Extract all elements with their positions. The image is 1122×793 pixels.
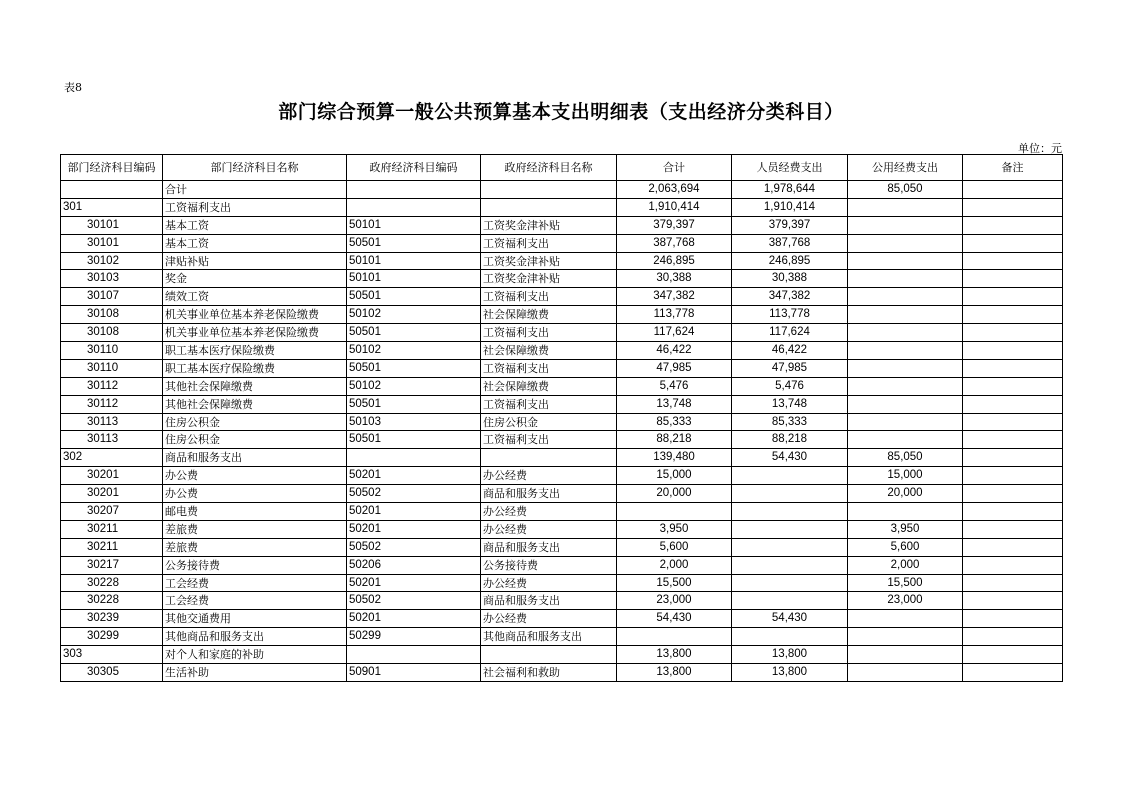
cell-note [963,520,1063,538]
cell-dept-code: 30305 [61,664,163,682]
cell-dept-name: 基本工资 [163,234,347,252]
cell-dept-name: 办公费 [163,485,347,503]
cell-public [848,342,963,360]
cell-public [848,288,963,306]
cell-note [963,503,1063,521]
cell-note [963,324,1063,342]
cell-public [848,646,963,664]
cell-dept-name: 奖金 [163,270,347,288]
cell-dept-name: 职工基本医疗保险缴费 [163,342,347,360]
table-row [61,610,1063,628]
cell-gov-name: 工资奖金津补贴 [481,252,617,270]
cell-gov-code: 50102 [347,342,481,360]
table-row [61,288,1063,306]
cell-dept-name: 其他社会保障缴费 [163,377,347,395]
header-gov-name: 政府经济科目名称 [481,155,617,181]
cell-personnel: 13,800 [732,646,848,664]
cell-note [963,485,1063,503]
cell-gov-code: 50901 [347,664,481,682]
cell-gov-code: 50501 [347,324,481,342]
cell-dept-name: 工会经费 [163,592,347,610]
cell-public [848,306,963,324]
table-row [61,431,1063,449]
cell-dept-code: 30113 [61,413,163,431]
cell-gov-name: 社会保障缴费 [481,377,617,395]
cell-note [963,628,1063,646]
cell-gov-name [481,646,617,664]
cell-dept-code: 301 [61,198,163,216]
cell-total: 113,778 [617,306,732,324]
cell-dept-name: 办公费 [163,467,347,485]
cell-total: 246,895 [617,252,732,270]
cell-total: 2,063,694 [617,181,732,199]
cell-dept-code: 30112 [61,395,163,413]
cell-public [848,234,963,252]
cell-dept-code: 30201 [61,485,163,503]
cell-gov-code: 50502 [347,485,481,503]
cell-dept-code: 30103 [61,270,163,288]
cell-dept-name: 其他交通费用 [163,610,347,628]
cell-dept-code: 30110 [61,342,163,360]
cell-total [617,628,732,646]
cell-gov-name: 工资奖金津补贴 [481,270,617,288]
table-row [61,270,1063,288]
cell-dept-code: 30217 [61,556,163,574]
cell-gov-name: 社会保障缴费 [481,306,617,324]
cell-public [848,610,963,628]
table-row [61,538,1063,556]
cell-public [848,395,963,413]
cell-dept-name: 公务接待费 [163,556,347,574]
cell-personnel [732,556,848,574]
cell-gov-name [481,181,617,199]
cell-dept-name: 差旅费 [163,538,347,556]
cell-dept-name: 其他商品和服务支出 [163,628,347,646]
cell-dept-name: 工资福利支出 [163,198,347,216]
cell-total: 139,480 [617,449,732,467]
cell-public: 3,950 [848,520,963,538]
cell-gov-code: 50201 [347,610,481,628]
cell-gov-name: 工资福利支出 [481,395,617,413]
cell-personnel [732,574,848,592]
cell-dept-name: 其他社会保障缴费 [163,395,347,413]
cell-gov-code: 50206 [347,556,481,574]
cell-public [848,628,963,646]
cell-gov-name [481,198,617,216]
cell-total: 15,000 [617,467,732,485]
cell-public: 85,050 [848,181,963,199]
cell-dept-code: 30102 [61,252,163,270]
table-row [61,503,1063,521]
cell-personnel: 387,768 [732,234,848,252]
cell-dept-name: 邮电费 [163,503,347,521]
table-row [61,234,1063,252]
cell-gov-code: 50103 [347,413,481,431]
table-row [61,646,1063,664]
cell-note [963,216,1063,234]
cell-personnel: 379,397 [732,216,848,234]
cell-dept-name: 生活补助 [163,664,347,682]
cell-note [963,342,1063,360]
table-row [61,359,1063,377]
cell-public: 15,500 [848,574,963,592]
cell-public [848,252,963,270]
cell-gov-code: 50102 [347,306,481,324]
table-row [61,449,1063,467]
cell-gov-code [347,198,481,216]
cell-dept-code: 30299 [61,628,163,646]
cell-personnel: 347,382 [732,288,848,306]
cell-gov-code: 50501 [347,395,481,413]
header-note: 备注 [963,155,1063,181]
cell-gov-name: 工资福利支出 [481,431,617,449]
cell-total: 46,422 [617,342,732,360]
cell-note [963,270,1063,288]
table-row [61,574,1063,592]
cell-gov-name: 办公经费 [481,503,617,521]
cell-personnel: 85,333 [732,413,848,431]
cell-personnel: 1,910,414 [732,198,848,216]
table-row [61,342,1063,360]
cell-public [848,431,963,449]
cell-gov-name: 工资奖金津补贴 [481,216,617,234]
cell-total: 5,600 [617,538,732,556]
cell-note [963,198,1063,216]
header-personnel: 人员经费支出 [732,155,848,181]
cell-public [848,377,963,395]
cell-dept-name: 绩效工资 [163,288,347,306]
cell-gov-code: 50501 [347,234,481,252]
cell-gov-name: 商品和服务支出 [481,592,617,610]
table-row [61,664,1063,682]
cell-note [963,467,1063,485]
cell-gov-name: 商品和服务支出 [481,538,617,556]
cell-note [963,538,1063,556]
cell-dept-code: 30101 [61,216,163,234]
cell-public: 20,000 [848,485,963,503]
cell-public: 5,600 [848,538,963,556]
cell-note [963,592,1063,610]
cell-gov-code: 50502 [347,592,481,610]
cell-personnel [732,503,848,521]
cell-note [963,413,1063,431]
cell-dept-name: 津贴补贴 [163,252,347,270]
cell-public [848,413,963,431]
cell-personnel: 46,422 [732,342,848,360]
cell-personnel: 1,978,644 [732,181,848,199]
cell-dept-name: 差旅费 [163,520,347,538]
cell-total: 30,388 [617,270,732,288]
cell-public [848,270,963,288]
cell-total: 15,500 [617,574,732,592]
table-row [61,467,1063,485]
cell-gov-name: 工资福利支出 [481,234,617,252]
cell-note [963,377,1063,395]
cell-total: 23,000 [617,592,732,610]
cell-note [963,252,1063,270]
table-row [61,413,1063,431]
cell-dept-code: 30211 [61,520,163,538]
cell-gov-code: 50501 [347,359,481,377]
cell-note [963,610,1063,628]
cell-dept-name: 住房公积金 [163,431,347,449]
cell-gov-code: 50101 [347,252,481,270]
cell-total: 85,333 [617,413,732,431]
cell-gov-code: 50201 [347,520,481,538]
cell-dept-code: 30112 [61,377,163,395]
cell-dept-name: 基本工资 [163,216,347,234]
cell-gov-name: 工资福利支出 [481,359,617,377]
cell-dept-code: 30101 [61,234,163,252]
cell-dept-name: 职工基本医疗保险缴费 [163,359,347,377]
cell-personnel: 88,218 [732,431,848,449]
cell-gov-code: 50299 [347,628,481,646]
cell-total: 5,476 [617,377,732,395]
cell-total: 47,985 [617,359,732,377]
cell-note [963,646,1063,664]
cell-dept-code: 30113 [61,431,163,449]
cell-dept-name: 工会经费 [163,574,347,592]
cell-note [963,449,1063,467]
table-header-row [61,155,1063,181]
cell-public [848,359,963,377]
cell-dept-code: 30107 [61,288,163,306]
cell-total: 13,800 [617,646,732,664]
cell-personnel: 5,476 [732,377,848,395]
cell-gov-name: 其他商品和服务支出 [481,628,617,646]
cell-note [963,359,1063,377]
cell-gov-code: 50502 [347,538,481,556]
cell-total: 13,748 [617,395,732,413]
cell-public [848,503,963,521]
cell-note [963,574,1063,592]
table-number: 表8 [64,81,82,94]
cell-note [963,288,1063,306]
cell-gov-name: 办公经费 [481,574,617,592]
cell-gov-code: 50201 [347,503,481,521]
cell-personnel: 30,388 [732,270,848,288]
cell-dept-code: 303 [61,646,163,664]
cell-dept-code [61,181,163,199]
cell-total: 13,800 [617,664,732,682]
cell-gov-name: 办公经费 [481,520,617,538]
table-body [61,181,1063,682]
cell-total: 88,218 [617,431,732,449]
table-row [61,306,1063,324]
table-row [61,628,1063,646]
cell-gov-name: 办公经费 [481,467,617,485]
cell-personnel: 47,985 [732,359,848,377]
cell-note [963,556,1063,574]
table-row [61,592,1063,610]
cell-total [617,503,732,521]
cell-personnel [732,467,848,485]
budget-detail-table [60,154,1063,682]
cell-gov-name: 工资福利支出 [481,324,617,342]
cell-gov-name: 工资福利支出 [481,288,617,306]
header-dept-name: 部门经济科目名称 [163,155,347,181]
cell-public: 15,000 [848,467,963,485]
cell-gov-code: 50501 [347,431,481,449]
cell-gov-code [347,181,481,199]
cell-gov-code [347,449,481,467]
document-title: 部门综合预算一般公共预算基本支出明细表（支出经济分类科目） [278,101,844,123]
table-row [61,181,1063,199]
cell-personnel: 246,895 [732,252,848,270]
cell-dept-code: 30108 [61,324,163,342]
cell-gov-code: 50101 [347,216,481,234]
cell-gov-code: 50201 [347,467,481,485]
unit-label: 单位：元 [1018,142,1062,155]
cell-note [963,306,1063,324]
cell-note [963,234,1063,252]
cell-dept-name: 商品和服务支出 [163,449,347,467]
cell-personnel: 117,624 [732,324,848,342]
header-public: 公用经费支出 [848,155,963,181]
cell-total: 387,768 [617,234,732,252]
cell-total: 54,430 [617,610,732,628]
cell-dept-code: 30110 [61,359,163,377]
cell-total: 2,000 [617,556,732,574]
cell-gov-name: 办公经费 [481,610,617,628]
cell-dept-code: 30207 [61,503,163,521]
cell-total: 3,950 [617,520,732,538]
cell-gov-name [481,449,617,467]
cell-dept-code: 30201 [61,467,163,485]
table-row [61,485,1063,503]
cell-public [848,324,963,342]
cell-public: 23,000 [848,592,963,610]
cell-gov-code: 50501 [347,288,481,306]
cell-dept-code: 30239 [61,610,163,628]
cell-personnel [732,628,848,646]
cell-personnel: 13,800 [732,664,848,682]
header-total: 合计 [617,155,732,181]
cell-public [848,664,963,682]
cell-dept-name: 机关事业单位基本养老保险缴费 [163,306,347,324]
cell-gov-code [347,646,481,664]
table-row [61,252,1063,270]
cell-personnel: 113,778 [732,306,848,324]
cell-public: 85,050 [848,449,963,467]
cell-gov-code: 50102 [347,377,481,395]
cell-gov-code: 50101 [347,270,481,288]
cell-total: 20,000 [617,485,732,503]
cell-gov-code: 50201 [347,574,481,592]
cell-note [963,664,1063,682]
cell-dept-code: 30228 [61,592,163,610]
cell-dept-name: 对个人和家庭的补助 [163,646,347,664]
cell-personnel [732,485,848,503]
cell-dept-name: 住房公积金 [163,413,347,431]
table-row [61,216,1063,234]
cell-total: 379,397 [617,216,732,234]
cell-dept-code: 30108 [61,306,163,324]
table-row [61,520,1063,538]
cell-gov-name: 社会福利和救助 [481,664,617,682]
cell-note [963,431,1063,449]
cell-personnel [732,592,848,610]
table-row [61,556,1063,574]
header-dept-code: 部门经济科目编码 [61,155,163,181]
cell-personnel [732,520,848,538]
cell-personnel [732,538,848,556]
cell-gov-name: 住房公积金 [481,413,617,431]
header-gov-code: 政府经济科目编码 [347,155,481,181]
cell-total: 1,910,414 [617,198,732,216]
cell-public: 2,000 [848,556,963,574]
cell-personnel: 13,748 [732,395,848,413]
cell-gov-name: 商品和服务支出 [481,485,617,503]
cell-dept-code: 302 [61,449,163,467]
table-row [61,377,1063,395]
cell-total: 117,624 [617,324,732,342]
cell-personnel: 54,430 [732,449,848,467]
cell-gov-name: 社会保障缴费 [481,342,617,360]
cell-dept-name: 机关事业单位基本养老保险缴费 [163,324,347,342]
cell-public [848,216,963,234]
cell-personnel: 54,430 [732,610,848,628]
cell-dept-code: 30211 [61,538,163,556]
cell-gov-name: 公务接待费 [481,556,617,574]
cell-public [848,198,963,216]
cell-dept-name: 合计 [163,181,347,199]
table-row [61,198,1063,216]
cell-total: 347,382 [617,288,732,306]
cell-dept-code: 30228 [61,574,163,592]
table-row [61,324,1063,342]
cell-note [963,181,1063,199]
table-row [61,395,1063,413]
cell-note [963,395,1063,413]
